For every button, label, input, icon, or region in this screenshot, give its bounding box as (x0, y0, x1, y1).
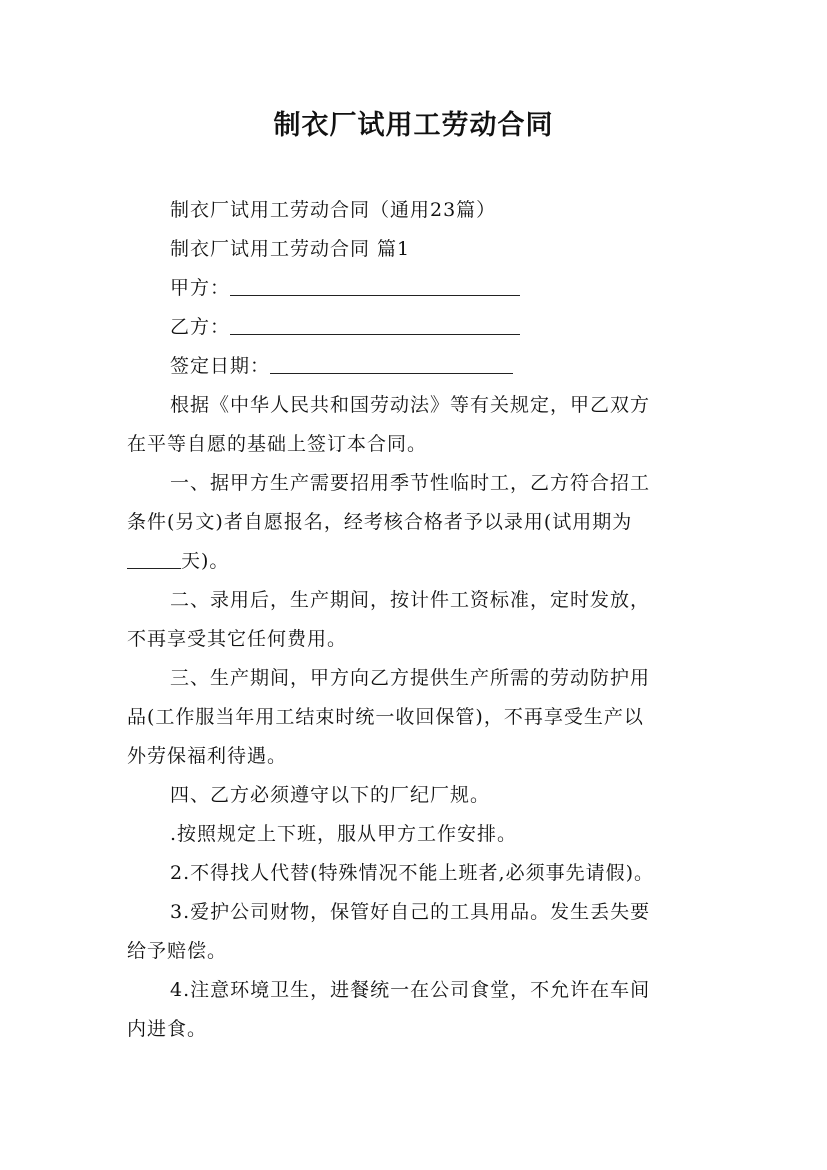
clause-4: 四、乙方必须遵守以下的厂纪厂规。 (170, 784, 491, 806)
party-a-blank[interactable] (230, 277, 520, 296)
clause-3-line-2: 品(工作服当年用工结束时统一收回保管)，不再享受生产以 (127, 706, 644, 728)
document-subtitle: 制衣厂试用工劳动合同（通用23篇） (170, 199, 497, 221)
clause-1-line-2: 条件(另文)者自愿报名，经考核合格者予以录用(试用期为 (127, 511, 633, 533)
clause-2-line-1: 二、录用后，生产期间，按计件工资标准，定时发放， (170, 589, 651, 611)
intro-line-2: 在平等自愿的基础上签订本合同。 (127, 433, 428, 455)
rule-4-line-2: 内进食。 (127, 1018, 208, 1040)
document-title: 制衣厂试用工劳动合同 (273, 110, 554, 141)
intro-line-1: 根据《中华人民共和国劳动法》等有关规定，甲乙双方 (170, 394, 651, 416)
party-b-blank[interactable] (230, 316, 520, 335)
rule-3-line-2: 给予赔偿。 (127, 940, 228, 962)
party-a-label: 甲方： (170, 277, 231, 299)
sign-date-row (170, 354, 513, 378)
party-b-label: 乙方： (170, 316, 231, 338)
clause-3-line-3: 外劳保福利待遇。 (127, 745, 288, 767)
party-b-row (170, 315, 520, 339)
sign-date-blank[interactable] (270, 355, 513, 374)
rule-2: 2.不得找人代替(特殊情况不能上班者,必须事先请假)。 (170, 862, 654, 884)
clause-1-line-3-row (127, 549, 229, 573)
clause-3-line-1: 三、生产期间，甲方向乙方提供生产所需的劳动防护用 (170, 667, 651, 689)
party-a-row (170, 276, 520, 300)
section-heading: 制衣厂试用工劳动合同 篇1 (170, 238, 411, 260)
clause-1-line-3: 天)。 (181, 550, 230, 572)
rule-4-line-1: 4.注意环境卫生，进餐统一在公司食堂，不允许在车间 (170, 979, 651, 1001)
probation-days-blank[interactable] (127, 550, 181, 569)
clause-2-line-2: 不再享受其它任何费用。 (127, 628, 348, 650)
rule-1: .按照规定上下班，服从甲方工作安排。 (170, 823, 518, 845)
clause-1-line-1: 一、据甲方生产需要招用季节性临时工，乙方符合招工 (170, 472, 651, 494)
sign-date-label: 签定日期： (170, 355, 271, 377)
rule-3-line-1: 3.爱护公司财物，保管好自己的工具用品。发生丢失要 (170, 901, 651, 923)
